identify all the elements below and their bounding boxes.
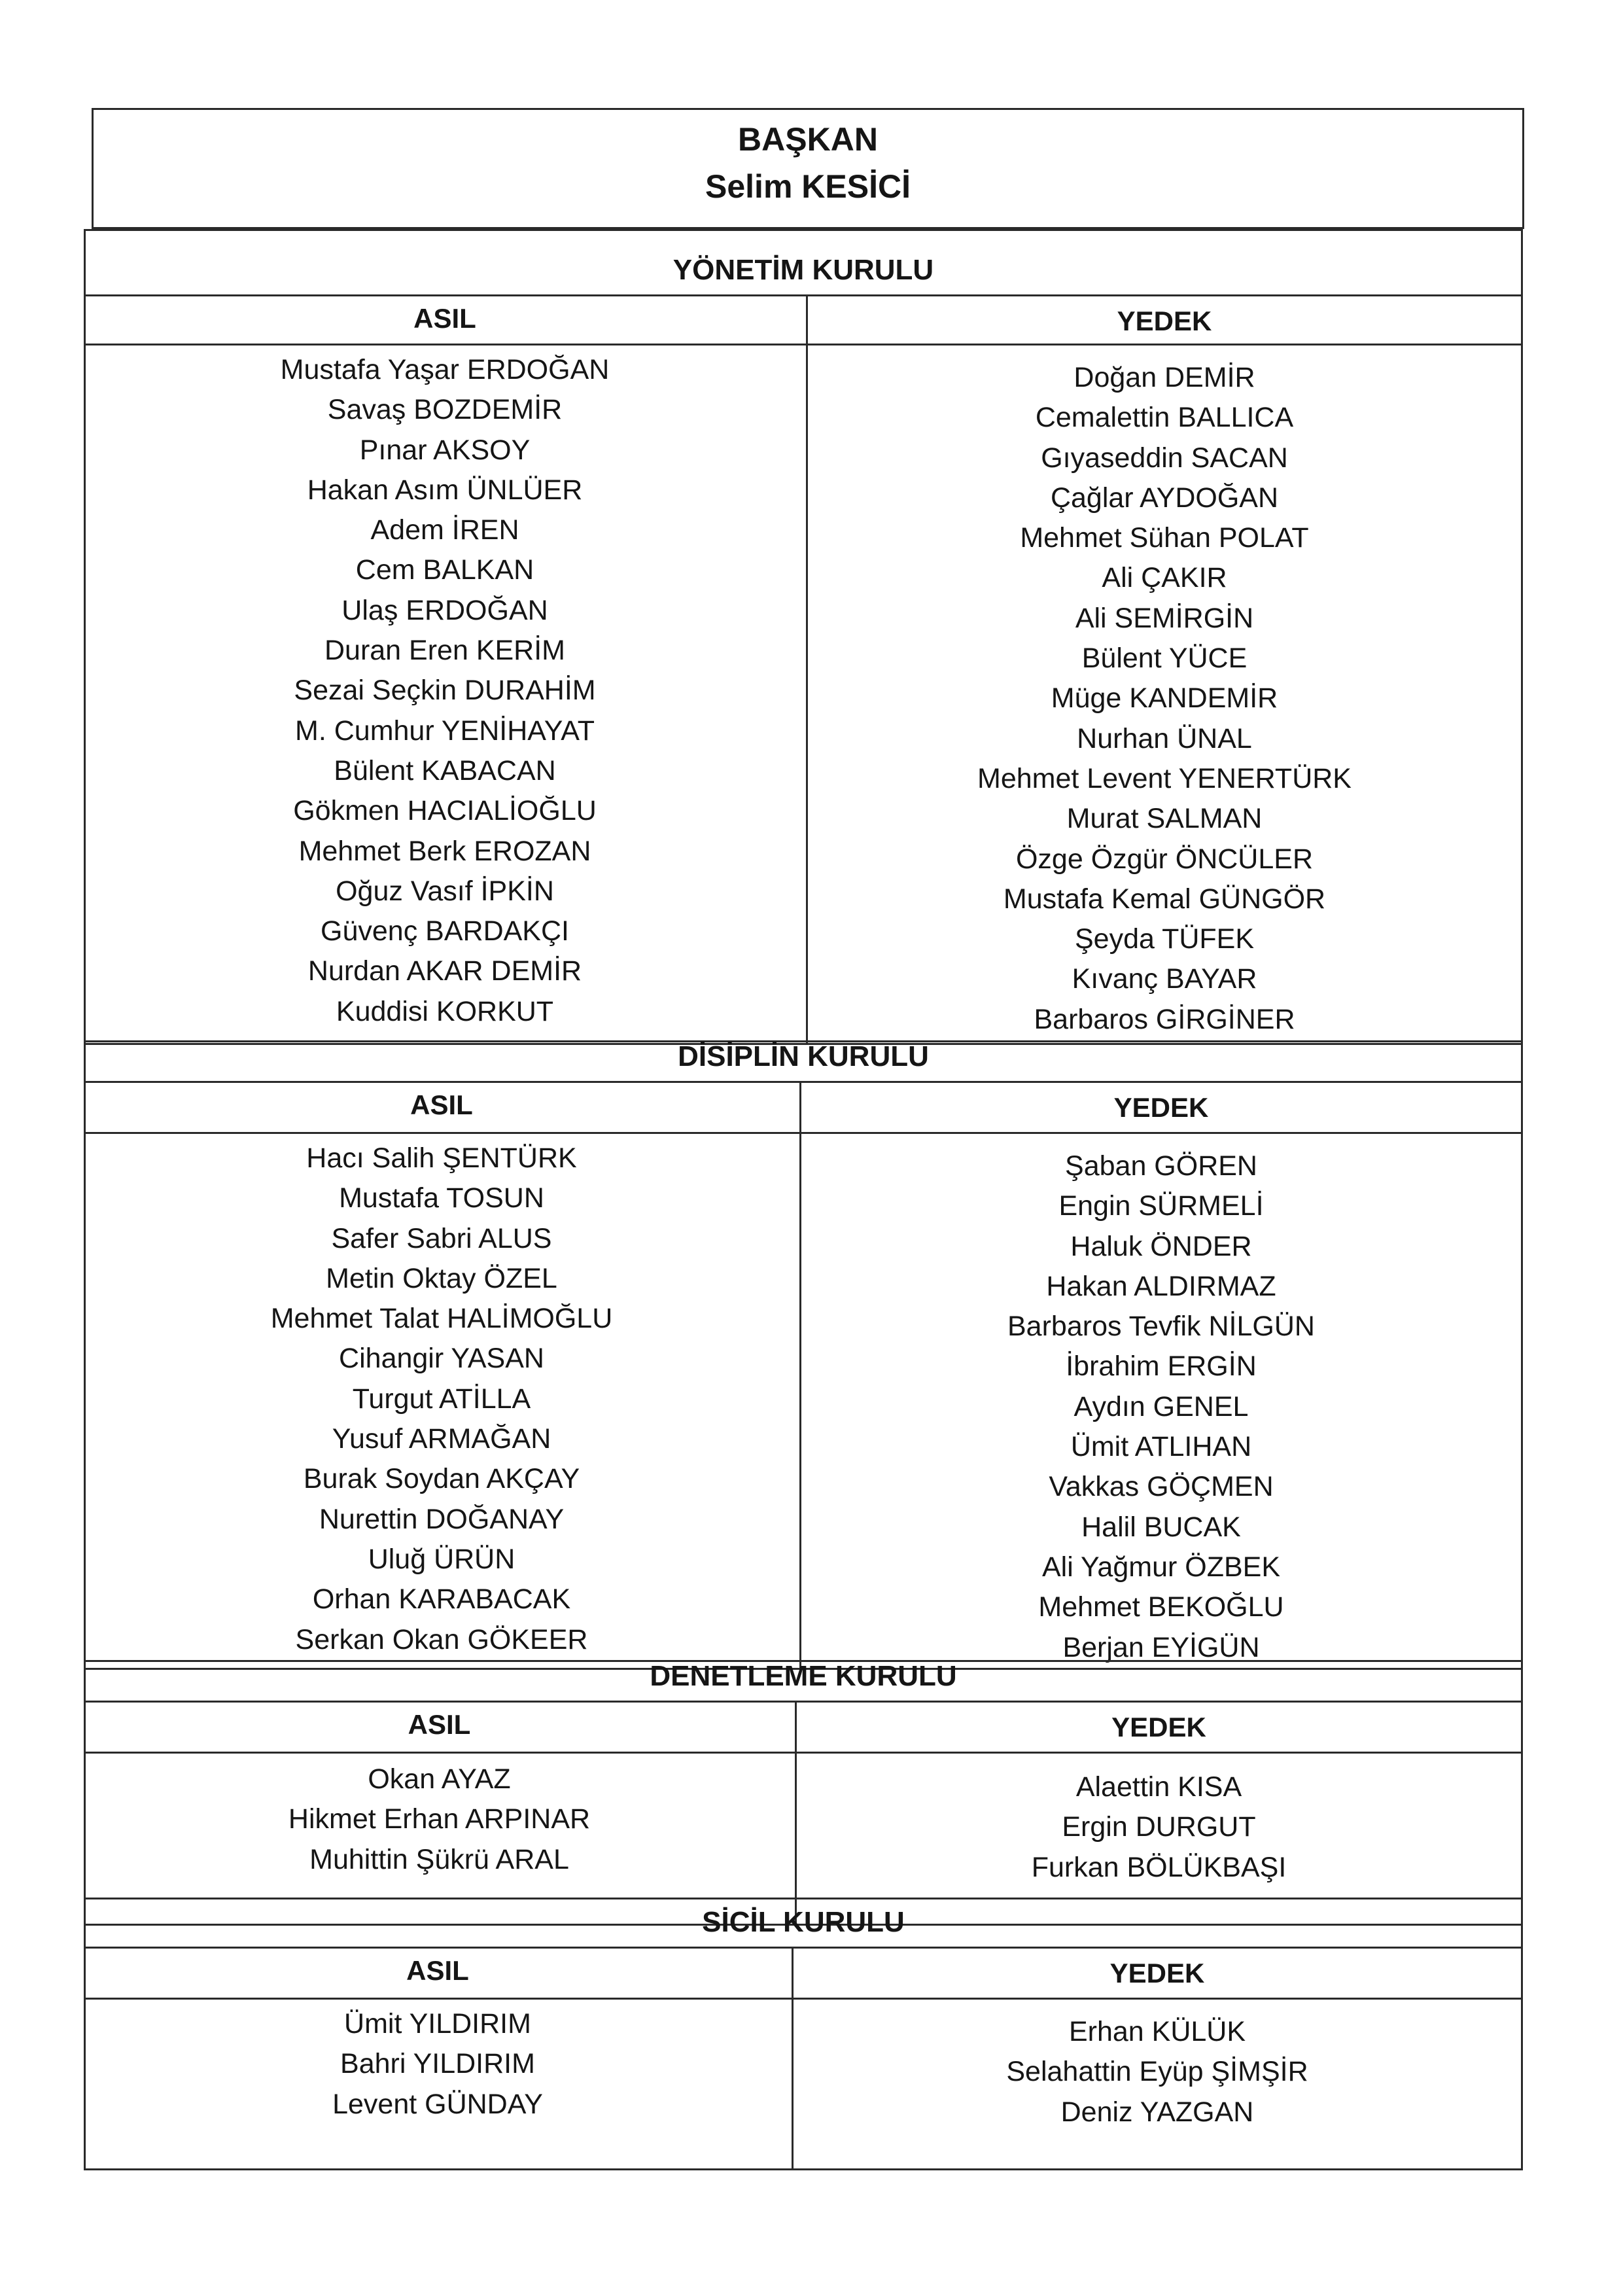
board-1-yedek-header: YEDEK	[1117, 306, 1212, 336]
asil-member: Cihangir YASAN	[339, 1343, 544, 1375]
asil-member: Savaş BOZDEMİR	[327, 394, 563, 426]
president-name: Selim KESİCİ	[705, 168, 911, 205]
yedek-member: Nurhan ÜNAL	[1077, 722, 1252, 754]
yedek-member: Mehmet Levent YENERTÜRK	[977, 762, 1352, 794]
board-2-header-divider	[84, 1132, 1523, 1134]
yedek-member: Haluk ÖNDER	[1070, 1230, 1252, 1262]
board-2-yedek-header: YEDEK	[1113, 1092, 1209, 1123]
yedek-member: Murat SALMAN	[1066, 803, 1263, 835]
yedek-member: Ergin DURGUT	[1062, 1811, 1256, 1843]
yedek-member: Barbaros GİRGİNER	[1034, 1003, 1295, 1035]
yedek-member: Mehmet Sühan POLAT	[1020, 522, 1309, 554]
yedek-member: Çağlar AYDOĞAN	[1050, 482, 1279, 514]
yedek-member: Alaettin KISA	[1075, 1771, 1242, 1803]
yedek-member: Mehmet BEKOĞLU	[1038, 1591, 1284, 1623]
asil-member: Sezai Seçkin DURAHİM	[294, 675, 596, 707]
asil-member: Mehmet Talat HALİMOĞLU	[270, 1303, 613, 1335]
board-3-yedek-header: YEDEK	[1111, 1712, 1206, 1742]
board-4-yedek-list	[792, 2012, 1523, 2132]
asil-member: Cem BALKAN	[355, 554, 534, 586]
board-3-yedek-list	[795, 1767, 1523, 1888]
asil-member: Yusuf ARMAĞAN	[332, 1423, 551, 1455]
yedek-member: Ali Yağmur ÖZBEK	[1041, 1551, 1281, 1583]
asil-member: Mustafa TOSUN	[339, 1182, 544, 1214]
asil-member: Pınar AKSOY	[359, 434, 531, 466]
board-4-title: SİCİL KURULU	[702, 1906, 905, 1938]
asil-member: Levent GÜNDAY	[332, 2088, 543, 2120]
asil-member: Burak Soydan AKÇAY	[303, 1463, 580, 1495]
yedek-member: Ali SEMİRGİN	[1075, 602, 1254, 634]
asil-member: Metin Oktay ÖZEL	[326, 1262, 557, 1294]
asil-member: Ümit YILDIRIM	[344, 2008, 531, 2040]
yedek-member: Özge Özgür ÖNCÜLER	[1015, 843, 1314, 875]
asil-member: Mehmet Berk EROZAN	[298, 835, 591, 867]
board-1-title: YÖNETİM KURULU	[672, 254, 934, 286]
yedek-member: Vakkas GÖÇMEN	[1049, 1471, 1274, 1503]
asil-member: Güvenç BARDAKÇI	[321, 915, 569, 947]
yedek-member: Mustafa Kemal GÜNGÖR	[1003, 883, 1326, 915]
asil-member: Serkan Okan GÖKEER	[295, 1623, 588, 1655]
yedek-member: Müge KANDEMİR	[1051, 682, 1278, 715]
asil-member: M. Cumhur YENİHAYAT	[295, 715, 595, 747]
board-4-header-divider	[84, 1998, 1523, 2000]
asil-member: Nurettin DOĞANAY	[319, 1503, 565, 1535]
asil-member: Oğuz Vasıf İPKİN	[336, 875, 554, 907]
board-1-yedek-list	[806, 358, 1523, 1040]
board-1-asil-list	[84, 350, 806, 1032]
board-3-asil-header: ASIL	[408, 1709, 471, 1740]
board-2-title: DİSİPLİN KURULU	[678, 1040, 929, 1072]
asil-member: Uluğ ÜRÜN	[368, 1543, 515, 1575]
asil-member: Okan AYAZ	[368, 1763, 511, 1795]
yedek-member: Engin SÜRMELİ	[1058, 1190, 1264, 1222]
board-4-yedek-header: YEDEK	[1109, 1958, 1205, 1988]
board-2-yedek-list	[799, 1146, 1523, 1668]
yedek-member: Gıyaseddin SACAN	[1041, 442, 1288, 474]
asil-member: Hakan Asım ÜNLÜER	[307, 474, 583, 506]
asil-member: Bülent KABACAN	[334, 754, 556, 786]
board-2-asil-list	[84, 1139, 799, 1660]
yedek-member: Berjan EYİGÜN	[1062, 1631, 1260, 1663]
asil-member: Mustafa Yaşar ERDOĞAN	[280, 354, 610, 385]
yedek-member: Halil BUCAK	[1081, 1511, 1241, 1543]
board-3-title: DENETLEME KURULU	[650, 1660, 957, 1692]
yedek-member: İbrahim ERGİN	[1066, 1351, 1257, 1383]
yedek-member: Bülent YÜCE	[1081, 643, 1248, 675]
yedek-member: Selahattin Eyüp ŞİMŞİR	[1006, 2056, 1308, 2088]
yedek-member: Furkan BÖLÜKBAŞI	[1031, 1851, 1287, 1883]
board-2-asil-header: ASIL	[410, 1089, 473, 1120]
asil-member: Safer Sabri ALUS	[331, 1222, 552, 1254]
asil-member: Nurdan AKAR DEMİR	[307, 955, 582, 987]
asil-member: Kuddisi KORKUT	[336, 995, 554, 1027]
asil-member: Hikmet Erhan ARPINAR	[288, 1803, 591, 1835]
yedek-member: Hakan ALDIRMAZ	[1046, 1270, 1276, 1302]
board-4-asil-header: ASIL	[406, 1955, 469, 1986]
yedek-member: Kıvanç BAYAR	[1072, 963, 1257, 995]
board-3-asil-list	[84, 1759, 795, 1880]
asil-member: Turgut ATİLLA	[352, 1383, 531, 1415]
yedek-member: Ali ÇAKIR	[1102, 562, 1227, 594]
asil-member: Orhan KARABACAK	[312, 1583, 571, 1616]
yedek-member: Erhan KÜLÜK	[1068, 2016, 1246, 2047]
yedek-member: Cemalettin BALLICA	[1035, 402, 1294, 434]
yedek-member: Şeyda TÜFEK	[1074, 923, 1255, 955]
yedek-member: Şaban GÖREN	[1065, 1150, 1257, 1182]
asil-member: Muhittin Şükrü ARAL	[309, 1843, 569, 1875]
asil-member: Adem İREN	[370, 514, 519, 546]
board-1-asil-header: ASIL	[413, 303, 476, 334]
asil-member: Gökmen HACIALİOĞLU	[293, 795, 597, 827]
yedek-member: Ümit ATLIHAN	[1070, 1431, 1252, 1463]
asil-member: Hacı Salih ŞENTÜRK	[306, 1142, 577, 1174]
board-3-header-divider	[84, 1752, 1523, 1754]
board-4-asil-list	[84, 2004, 792, 2125]
yedek-member: Barbaros Tevfik NİLGÜN	[1007, 1311, 1315, 1343]
asil-member: Duran Eren KERİM	[324, 635, 566, 667]
president-heading: BAŞKAN	[738, 121, 878, 158]
yedek-member: Doğan DEMİR	[1073, 362, 1255, 393]
yedek-member: Deniz YAZGAN	[1060, 2096, 1254, 2128]
yedek-member: Aydın GENEL	[1073, 1390, 1249, 1422]
asil-member: Ulaş ERDOĞAN	[341, 594, 548, 626]
asil-member: Bahri YILDIRIM	[340, 2048, 535, 2080]
